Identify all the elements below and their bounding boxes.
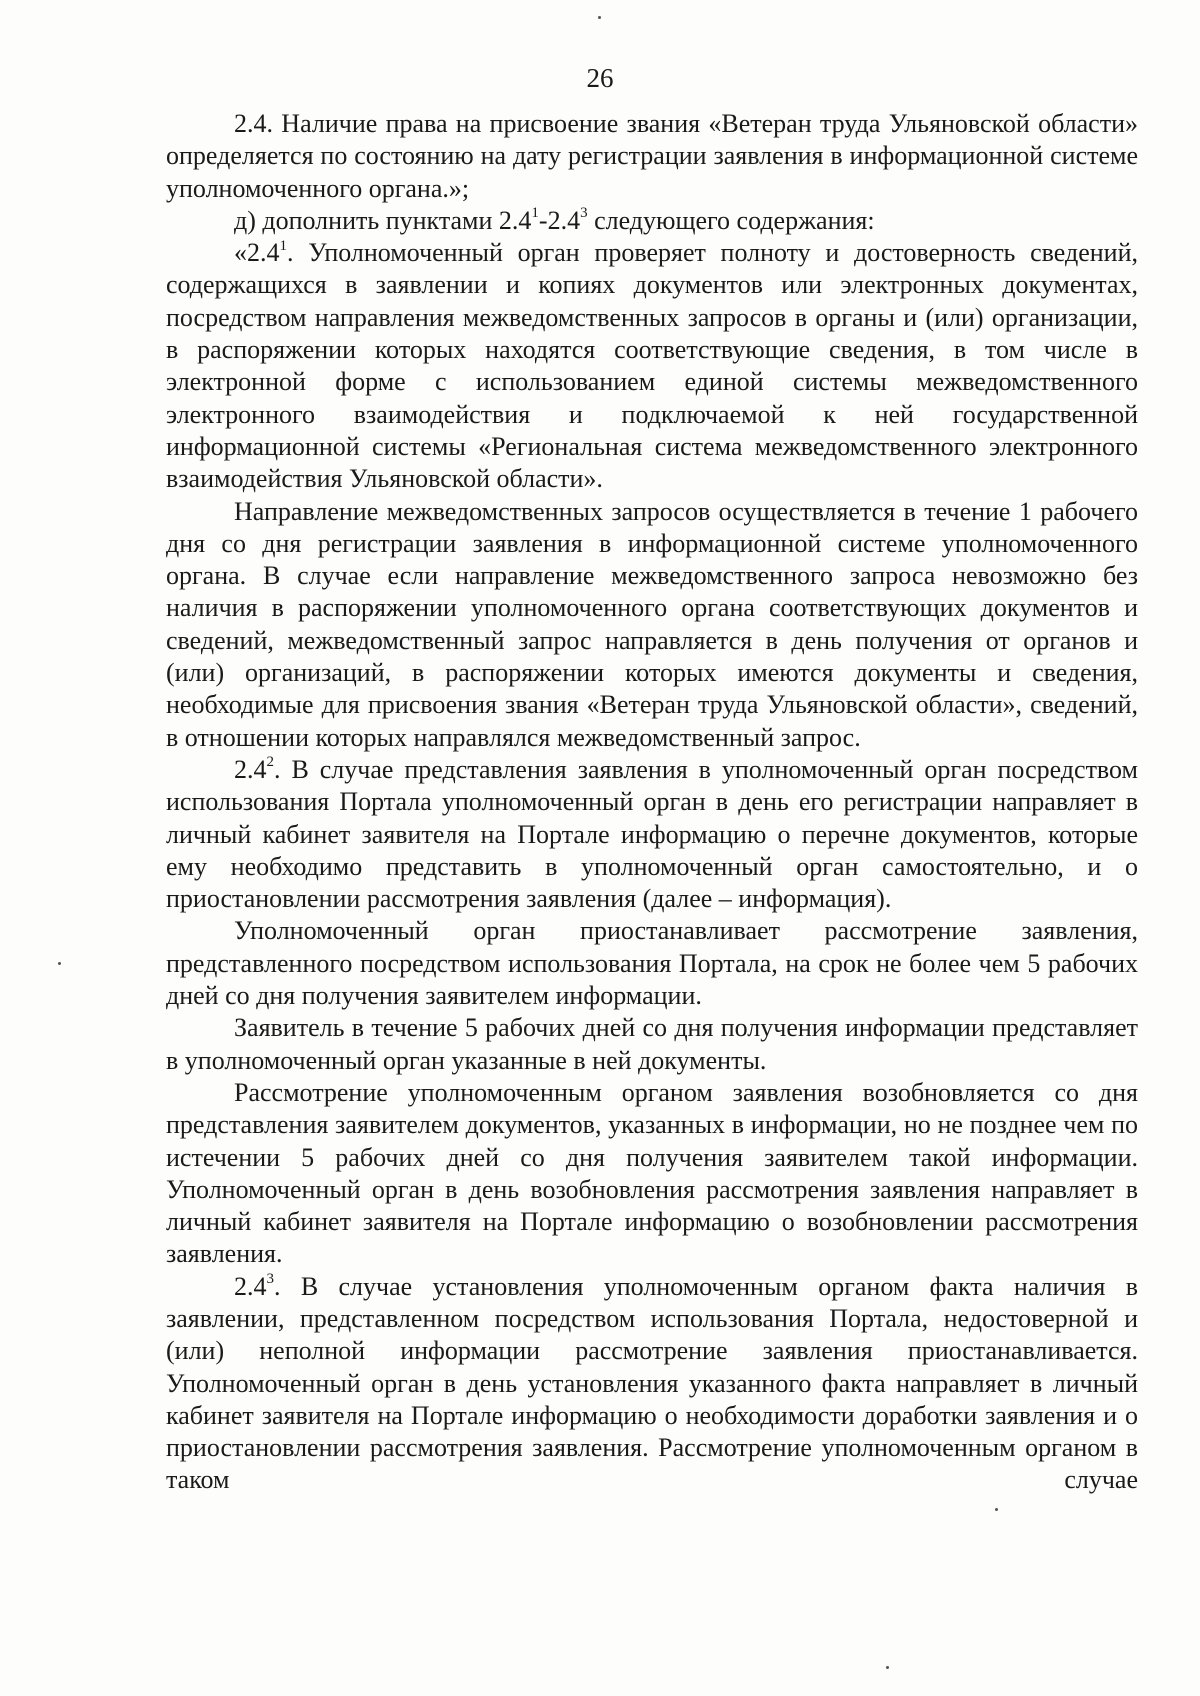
paragraph-resumption: Рассмотрение уполномоченным органом заявления возобновляется со дня представления заявителем документов, указанных в информации, но не позднее чем по истечении 5 рабочих дней со дня получения заявителем такой информации. Уполномоченный орган в день возобновления рассмотрения заявления направляет в личный кабинет заявителя на Портале информацию о возобновлении рассмотрения заявления. <box>166 1077 1138 1269</box>
scan-speck <box>995 1508 998 1511</box>
paragraph-2-4-3: $2.4^3$. В случае установления уполномоченным органом факта наличия в заявлении, представленном посредством использования Портала, недостоверной и (или) неполной информации рассмотрение заявления приостанавливается. Уполномоченный орган в день установления указанного факта направляет в личный кабинет заявителя на Портале информацию о необходимости доработки заявления и о приостановлении рассмотрения заявления. Рассмотрение уполномоченным органом в таком случае <box>166 1271 1138 1495</box>
page-number: 26 <box>586 63 614 93</box>
paragraph-2-4-2: $2.4^2$. В случае представления заявления в уполномоченный орган посредством использования Портала уполномоченный орган в день его регистрации направляет в личный кабинет заявителя на Портале информацию о перечне документов, которые ему необходимо представить в уполномоченный орган самостоятельно, и о приостановлении рассмотрения заявления (далее – информация). <box>166 754 1138 914</box>
paragraph-2-4: 2.4. Наличие права на присвоение звания «Ветеран труда Ульяновской области» определяется по состоянию на дату регистрации заявления в информационной системе уполномоченного органа.»; <box>166 109 1138 203</box>
paragraph-2-4-1: «$2.4^1$. Уполномоченный орган проверяет полноту и достоверность сведений, содержащихся в заявлении и копиях документов или электронных документах, посредством направления межведомственных запросов в органы и (или) организации, в распоряжении которых находятся соответствующие сведения, в том числе в электронной форме с использованием единой системы межведомственного электронного взаимодействия и подключаемой к ней государственной информационной системы «Региональная система межведомственного электронного взаимодействия Ульяновской области». <box>166 237 1138 494</box>
paragraph-suspension: Уполномоченный орган приостанавливает рассмотрение заявления, представленного посредством использования Портала, на срок не более чем 5 рабочих дней со дня получения заявителем информации. <box>166 916 1138 1011</box>
scan-speck <box>886 1666 889 1669</box>
paragraph-applicant-submits: Заявитель в течение 5 рабочих дней со дня получения информации представляет в уполномоченный орган указанные в ней документы. <box>166 1013 1138 1075</box>
paragraph-amendment-d: д) дополнить пунктами $2.4^1-2.4^3$ следующего содержания: <box>234 205 875 235</box>
paragraph-interagency-requests: Направление межведомственных запросов осуществляется в течение 1 рабочего дня со дня регистрации заявления в информационной системе уполномоченного органа. В случае если направление межведомственного запроса невозможно без наличия в распоряжении уполномоченного органа соответствующих документов и сведений, межведомственный запрос направляется в день получения от органов и (или) организаций, в распоряжении которых имеются документы и сведения, необходимые для присвоения звания «Ветеран труда Ульяновской области», сведений, в отношении которых направлялся межведомственный запрос. <box>166 496 1138 752</box>
scan-speck <box>598 16 601 19</box>
scan-speck <box>58 962 61 965</box>
document-body <box>166 108 1138 1497</box>
